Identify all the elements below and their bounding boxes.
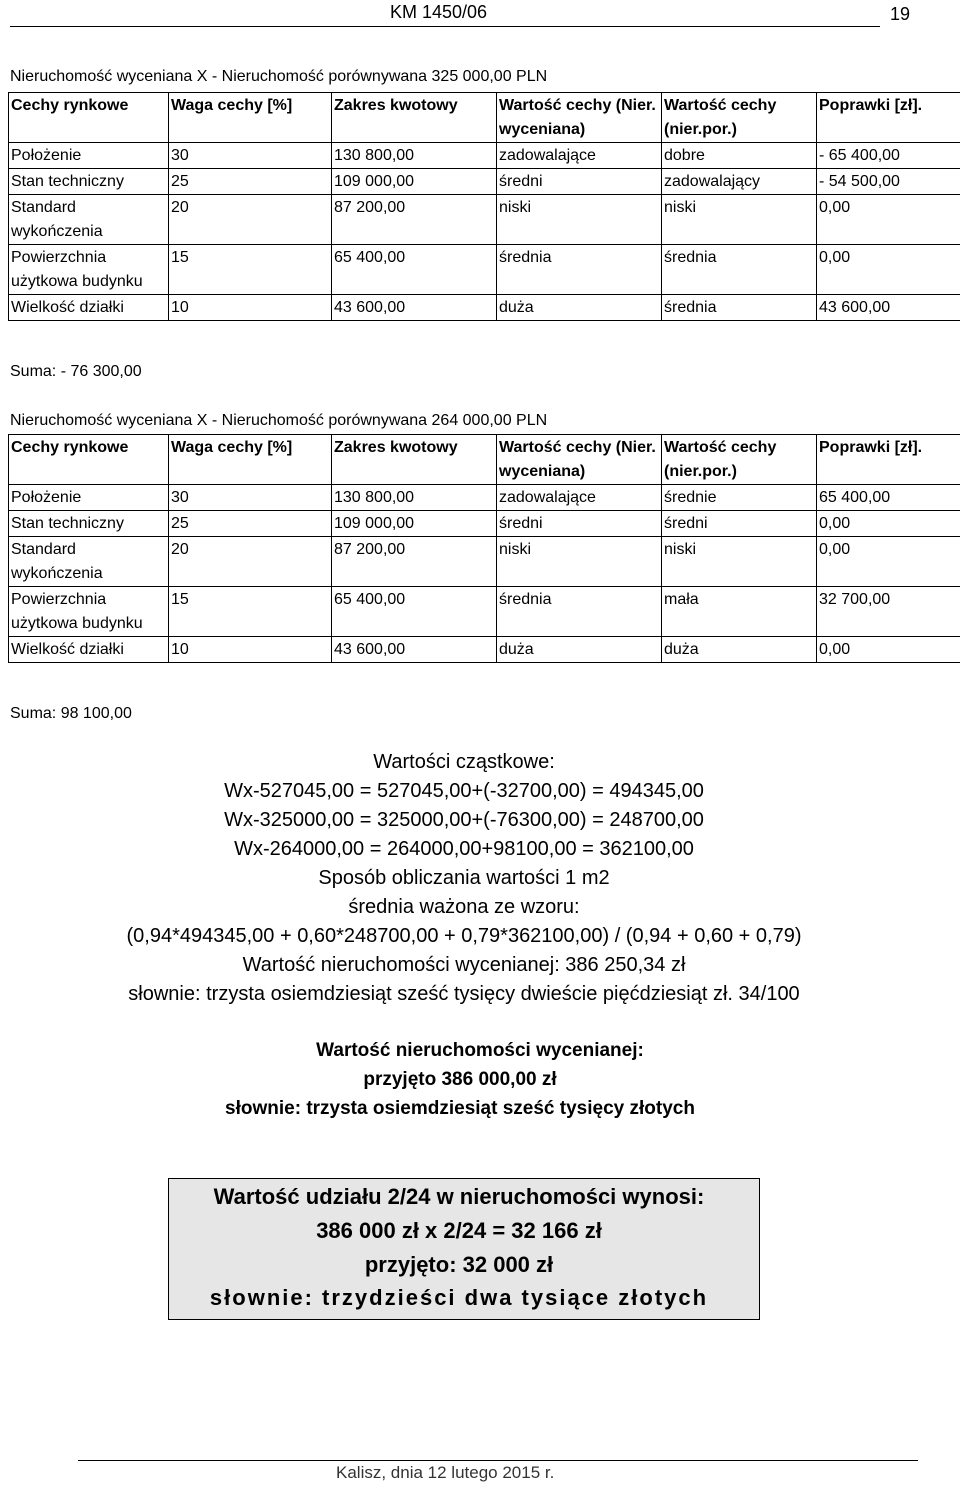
table-row	[9, 587, 960, 637]
table-cell: 0,00	[817, 195, 960, 245]
table-cell: niski	[497, 195, 662, 245]
table-cell: 20	[169, 195, 332, 245]
table-row	[9, 245, 960, 295]
table-cell: Powierzchnia użytkowa budynku	[9, 245, 169, 295]
table-cell: niski	[662, 195, 817, 245]
column-header: Wartość cechy (nier.por.)	[662, 93, 817, 143]
calc-line: Wartość nieruchomości wycenianej: 386 250,34 zł	[242, 954, 686, 976]
column-header: Cechy rynkowe	[9, 435, 169, 485]
table-cell: 43 600,00	[332, 637, 497, 663]
table-cell: Standard wykończenia	[9, 537, 169, 587]
column-header: Waga cechy [%]	[169, 93, 332, 143]
table-cell: średni	[497, 511, 662, 537]
table-cell: zadowalające	[497, 143, 662, 169]
table-cell: 25	[169, 511, 332, 537]
table-cell: 130 800,00	[332, 485, 497, 511]
sum-text-2: Suma: 98 100,00	[10, 705, 132, 722]
table-cell: - 65 400,00	[817, 143, 960, 169]
table-row	[9, 295, 960, 321]
table-cell: średni	[662, 511, 817, 537]
table-cell: średnia	[662, 245, 817, 295]
sum-text-1: Suma: - 76 300,00	[10, 363, 142, 380]
table-cell: 15	[169, 587, 332, 637]
comparison-title-1: Nieruchomość wyceniana X - Nieruchomość porównywana 325 000,00 PLN	[10, 68, 548, 85]
table-row	[9, 511, 960, 537]
calc-line: (0,94*494345,00 + 0,60*248700,00 + 0,79*362100,00) / (0,94 + 0,60 + 0,79)	[126, 925, 802, 947]
table-cell: dobre	[662, 143, 817, 169]
table-cell: 32 700,00	[817, 587, 960, 637]
footer-divider	[78, 1460, 918, 1461]
table-cell: duża	[497, 637, 662, 663]
table-cell: duża	[662, 637, 817, 663]
table-cell: 109 000,00	[332, 169, 497, 195]
table-cell: średnia	[497, 245, 662, 295]
table-cell: 43 600,00	[332, 295, 497, 321]
table-cell: 0,00	[817, 637, 960, 663]
table-cell: mała	[662, 587, 817, 637]
share-line: Wartość udziału 2/24 w nieruchomości wynosi:	[213, 1184, 705, 1209]
calc-line: średnia ważona ze wzoru:	[348, 896, 580, 918]
table-cell: średnia	[662, 295, 817, 321]
table-cell: 87 200,00	[332, 195, 497, 245]
calc-line: Wx-325000,00 = 325000,00+(-76300,00) = 248700,00	[224, 809, 704, 831]
table-cell: 65 400,00	[332, 245, 497, 295]
table-header-row	[9, 93, 960, 143]
comparison-table-1	[8, 92, 960, 321]
document-id: KM 1450/06	[390, 2, 488, 22]
share-line: słownie: trzydzieści dwa tysiące złotych	[209, 1285, 709, 1310]
table-header-row	[9, 435, 960, 485]
table-row	[9, 195, 960, 245]
column-header: Zakres kwotowy	[332, 93, 497, 143]
table-cell: 30	[169, 485, 332, 511]
table-cell: Stan techniczny	[9, 511, 169, 537]
table-row	[9, 143, 960, 169]
table-cell: średnie	[662, 485, 817, 511]
table-cell: 20	[169, 537, 332, 587]
column-header: Zakres kwotowy	[332, 435, 497, 485]
column-header: Wartość cechy (Nier. wyceniana)	[497, 93, 662, 143]
result-line: przyjęto 386 000,00 zł	[363, 1069, 557, 1090]
calc-line: Sposób obliczania wartości 1 m2	[318, 867, 610, 889]
table-cell: średni	[497, 169, 662, 195]
page-number: 19	[890, 4, 911, 24]
table-cell: 25	[169, 169, 332, 195]
share-line: przyjęto: 32 000 zł	[364, 1252, 554, 1277]
table-cell: niski	[662, 537, 817, 587]
table-cell: - 54 500,00	[817, 169, 960, 195]
table-cell: Powierzchnia użytkowa budynku	[9, 587, 169, 637]
table-row	[9, 537, 960, 587]
calc-line: Wartości cząstkowe:	[373, 751, 555, 773]
calc-line: Wx-527045,00 = 527045,00+(-32700,00) = 494345,00	[224, 780, 704, 802]
table-cell: 0,00	[817, 537, 960, 587]
table-cell: 10	[169, 295, 332, 321]
calc-line: Wx-264000,00 = 264000,00+98100,00 = 362100,00	[234, 838, 694, 860]
share-line: 386 000 zł x 2/24 = 32 166 zł	[316, 1218, 602, 1243]
table-cell: 30	[169, 143, 332, 169]
comparison-table-2	[8, 434, 960, 663]
column-header: Wartość cechy (Nier. wyceniana)	[497, 435, 662, 485]
table-cell: 65 400,00	[817, 485, 960, 511]
column-header: Poprawki [zł].	[817, 435, 960, 485]
table-row	[9, 169, 960, 195]
table-cell: Wielkość działki	[9, 637, 169, 663]
footer-text: Kalisz, dnia 12 lutego 2015 r.	[336, 1463, 555, 1482]
table-cell: średnia	[497, 587, 662, 637]
header-divider	[10, 26, 880, 27]
table-cell: Położenie	[9, 485, 169, 511]
result-line: słownie: trzysta osiemdziesiąt sześć tysięcy złotych	[225, 1098, 695, 1119]
table-cell: 130 800,00	[332, 143, 497, 169]
table-row	[9, 485, 960, 511]
table-cell: 109 000,00	[332, 511, 497, 537]
result-line: Wartość nieruchomości wycenianej:	[316, 1040, 644, 1061]
table-cell: 15	[169, 245, 332, 295]
table-cell: duża	[497, 295, 662, 321]
column-header: Wartość cechy (nier.por.)	[662, 435, 817, 485]
table-cell: Wielkość działki	[9, 295, 169, 321]
table-cell: Stan techniczny	[9, 169, 169, 195]
table-cell: niski	[497, 537, 662, 587]
calc-line: słownie: trzysta osiemdziesiąt sześć tysięcy dwieście pięćdziesiąt zł. 34/100	[128, 983, 800, 1005]
table-cell: zadowalający	[662, 169, 817, 195]
table-cell: Standard wykończenia	[9, 195, 169, 245]
table-cell: 0,00	[817, 511, 960, 537]
column-header: Poprawki [zł].	[817, 93, 960, 143]
comparison-title-2: Nieruchomość wyceniana X - Nieruchomość porównywana 264 000,00 PLN	[10, 412, 548, 429]
table-cell: 65 400,00	[332, 587, 497, 637]
table-cell: zadowalające	[497, 485, 662, 511]
table-cell: 43 600,00	[817, 295, 960, 321]
table-cell: Położenie	[9, 143, 169, 169]
table-cell: 10	[169, 637, 332, 663]
column-header: Cechy rynkowe	[9, 93, 169, 143]
column-header: Waga cechy [%]	[169, 435, 332, 485]
table-cell: 87 200,00	[332, 537, 497, 587]
table-row	[9, 637, 960, 663]
table-cell: 0,00	[817, 245, 960, 295]
